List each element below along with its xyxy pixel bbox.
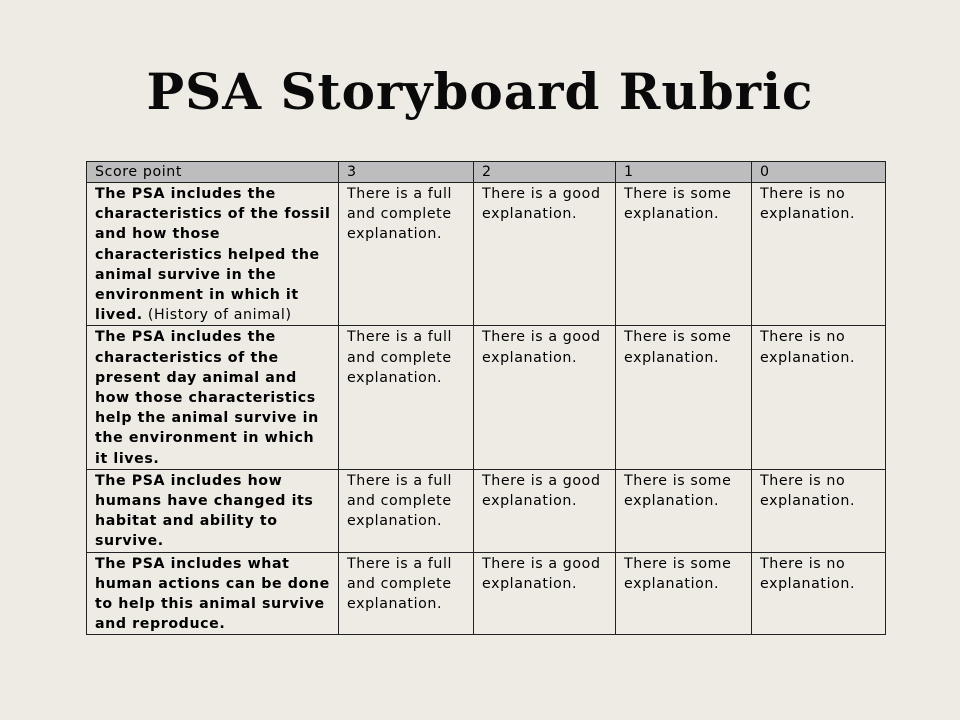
score-3-cell: There is a full and complete explanation. <box>339 552 474 635</box>
criterion-text: The PSA includes the characteristics of the present day animal and how those characteristics help the animal survive in the environment in which it lives. <box>95 329 319 467</box>
rubric-header-row <box>87 162 886 183</box>
header-score-3: 3 <box>339 162 474 183</box>
criterion-text: The PSA includes the characteristics of the fossil and how those characteristics helped the animal survive in the environment in which it lived. <box>95 186 331 324</box>
rubric-table <box>86 161 886 635</box>
criterion-text: The PSA includes how humans have changed its habitat and ability to survive. <box>95 472 314 550</box>
header-score-2: 2 <box>474 162 616 183</box>
score-0-cell: There is no explanation. <box>752 552 886 635</box>
score-0-cell: There is no explanation. <box>752 326 886 469</box>
header-score-point: Score point <box>87 162 339 183</box>
score-1-cell: There is some explanation. <box>616 326 752 469</box>
table-row <box>87 326 886 469</box>
criterion-cell <box>87 326 339 469</box>
score-2-cell: There is a good explanation. <box>474 469 616 552</box>
score-1-cell: There is some explanation. <box>616 552 752 635</box>
score-3-cell: There is a full and complete explanation. <box>339 326 474 469</box>
score-2-cell: There is a good explanation. <box>474 326 616 469</box>
score-0-cell: There is no explanation. <box>752 469 886 552</box>
score-3-cell: There is a full and complete explanation. <box>339 469 474 552</box>
score-0-cell: There is no explanation. <box>752 183 886 326</box>
header-score-0: 0 <box>752 162 886 183</box>
score-1-cell: There is some explanation. <box>616 469 752 552</box>
table-row <box>87 469 886 552</box>
score-1-cell: There is some explanation. <box>616 183 752 326</box>
score-2-cell: There is a good explanation. <box>474 183 616 326</box>
criterion-note: (History of animal) <box>142 307 292 324</box>
criterion-cell <box>87 183 339 326</box>
criterion-cell <box>87 469 339 552</box>
table-row <box>87 183 886 326</box>
criterion-cell <box>87 552 339 635</box>
score-2-cell: There is a good explanation. <box>474 552 616 635</box>
score-3-cell: There is a full and complete explanation. <box>339 183 474 326</box>
table-row <box>87 552 886 635</box>
header-score-1: 1 <box>616 162 752 183</box>
slide-title: PSA Storyboard Rubric <box>146 62 814 121</box>
criterion-text: The PSA includes what human actions can be done to help this animal survive and reproduce. <box>95 555 330 633</box>
